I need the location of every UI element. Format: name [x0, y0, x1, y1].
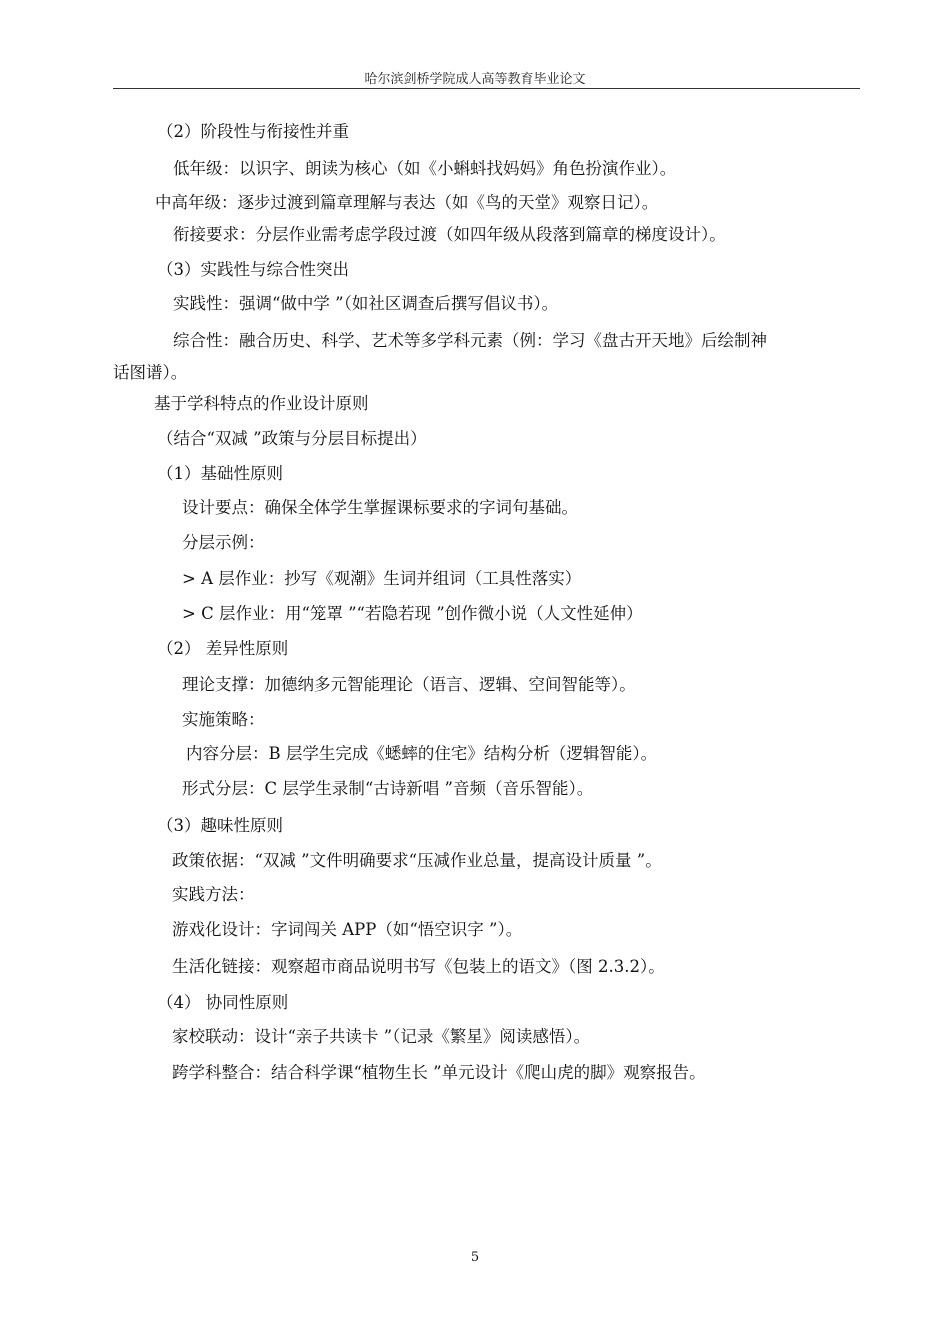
- page-number: 5: [470, 1250, 480, 1265]
- paragraph-line: 衔接要求：分层作业需考虑学段过渡（如四年级从段落到篇章的梯度设计）。: [173, 225, 726, 244]
- paragraph-line: 政策依据：“双减 ”文件明确要求“压减作业总量，提高设计质量 ”。: [172, 851, 662, 870]
- paragraph-line-continued: 话图谱）。: [113, 363, 188, 382]
- page-header: 哈尔滨剑桥学院成人高等教育毕业论文: [364, 72, 586, 87]
- paragraph-line: 分层示例：: [182, 533, 265, 552]
- paragraph-line: 形式分层：C 层学生录制“古诗新唱 ”音频（音乐智能）。: [182, 779, 594, 798]
- paragraph-line: 生活化链接：观察超市商品说明书写《包装上的语文》（图 2.3.2）。: [172, 957, 665, 976]
- paragraph-line: 综合性：融合历史、科学、艺术等多学科元素（例：学习《盘古开天地》后绘制神: [173, 331, 767, 350]
- subheading-stage: （2）阶段性与衔接性并重: [157, 122, 349, 141]
- paragraph-line: 游戏化设计：字词闯关 APP（如“悟空识字 ”）。: [172, 920, 523, 939]
- paragraph-line: 内容分层：B 层学生完成《蟋蟀的住宅》结构分析（逻辑智能）。: [186, 744, 658, 763]
- paragraph-line: 跨学科整合：结合科学课“植物生长 ”单元设计《爬山虎的脚》观察报告。: [172, 1063, 706, 1082]
- paragraph-line: 低年级：以识字、朗读为核心（如《小蝌蚪找妈妈》角色扮演作业）。: [173, 159, 677, 178]
- header-divider: [113, 88, 860, 89]
- subheading-basic: （1）基础性原则: [157, 464, 283, 483]
- subheading-collaboration: （4） 协同性原则: [157, 993, 289, 1012]
- paragraph-line: 中高年级：逐步过渡到篇章理解与表达（如《鸟的天堂》观察日记）。: [155, 193, 659, 212]
- subheading-difference: （2） 差异性原则: [157, 639, 289, 658]
- subheading-practice: （3）实践性与综合性突出: [157, 260, 349, 279]
- paragraph-line: 家校联动：设计“亲子共读卡 ”（记录《繁星》阅读感悟）。: [172, 1027, 591, 1046]
- paragraph-line: 实践性：强调“做中学 ”（如社区调查后撰写倡议书）。: [173, 294, 559, 313]
- list-item: > C 层作业：用“笼罩 ”“若隐若现 ”创作微小说（人文性延伸）: [182, 604, 643, 623]
- section-heading: 基于学科特点的作业设计原则: [154, 394, 369, 413]
- paragraph-line: 实施策略：: [182, 710, 265, 729]
- paragraph-line: 理论支撑：加德纳多元智能理论（语言、逻辑、空间智能等）。: [182, 675, 636, 694]
- paragraph-line: 设计要点：确保全体学生掌握课标要求的字词句基础。: [182, 498, 578, 517]
- section-note: （结合“双减 ”政策与分层目标提出）: [157, 429, 427, 448]
- paragraph-line: 实践方法：: [172, 885, 255, 904]
- subheading-interest: （3）趣味性原则: [157, 816, 283, 835]
- list-item: > A 层作业：抄写《观潮》生词并组词（工具性落实）: [182, 569, 582, 588]
